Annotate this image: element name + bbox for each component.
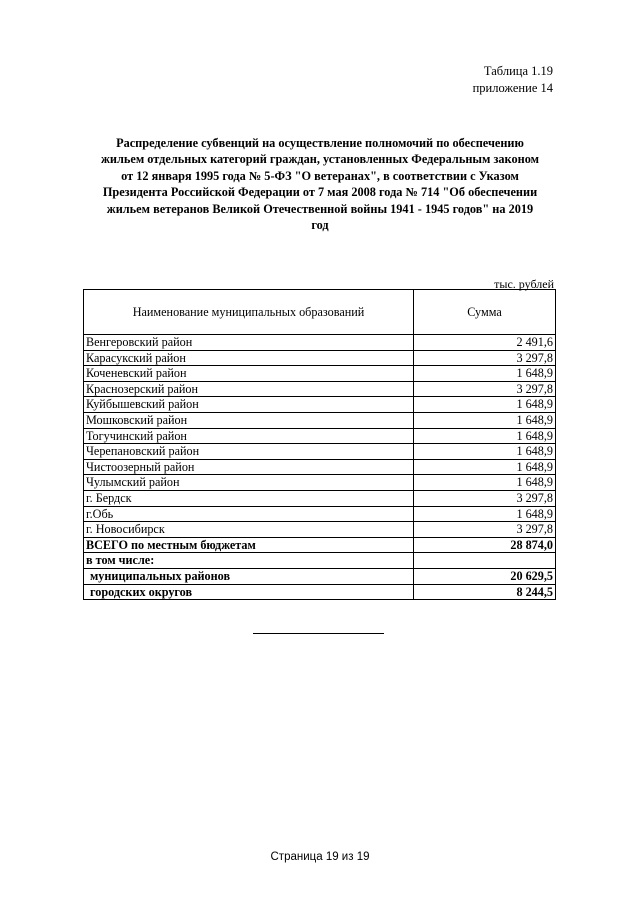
including-row: [84, 553, 556, 569]
title-line: год: [311, 218, 329, 233]
including-label: в том числе:: [84, 553, 414, 569]
amount-cell: 1 648,9: [414, 412, 556, 428]
municipality-name: Венгеровский район: [84, 335, 414, 351]
subtotal-row: [84, 568, 556, 584]
title-line: Распределение субвенций на осуществление полномочий по обеспечению: [116, 136, 524, 150]
table-row: [84, 444, 556, 460]
table-row: [84, 506, 556, 522]
amount-cell: 1 648,9: [414, 506, 556, 522]
subsidy-table: [83, 289, 556, 600]
table-row: [84, 397, 556, 413]
document-title: [82, 135, 558, 233]
amount-cell: 3 297,8: [414, 381, 556, 397]
total-row: [84, 537, 556, 553]
separator-line: [253, 633, 384, 634]
table-row: [84, 428, 556, 444]
including-amount: [414, 553, 556, 569]
municipality-name: Краснозерский район: [84, 381, 414, 397]
amount-cell: 1 648,9: [414, 444, 556, 460]
municipality-name: г. Бердск: [84, 490, 414, 506]
municipality-name: г. Новосибирск: [84, 522, 414, 538]
amount-cell: 3 297,8: [414, 490, 556, 506]
subtotal-row: [84, 584, 556, 600]
table-row: [84, 475, 556, 491]
page-number-footer: Страница 19 из 19: [270, 851, 370, 863]
appendix-label: приложение 14: [472, 81, 553, 95]
amount-cell: 1 648,9: [414, 428, 556, 444]
amount-cell: 2 491,6: [414, 335, 556, 351]
subtotal-amount: 20 629,5: [414, 568, 556, 584]
amount-cell: 1 648,9: [414, 459, 556, 475]
table-row: [84, 522, 556, 538]
column-header-name: Наименование муниципальных образований: [84, 290, 414, 335]
municipality-name: Чистоозерный район: [84, 459, 414, 475]
amount-cell: 1 648,9: [414, 366, 556, 382]
municipality-name: Чулымский район: [84, 475, 414, 491]
title-line: Президента Российской Федерации от 7 мая 2008 года № 714 "Об обеспечении: [102, 185, 538, 200]
total-label: ВСЕГО по местным бюджетам: [84, 537, 414, 553]
table-row: [84, 490, 556, 506]
column-header-amount: Сумма: [414, 290, 556, 335]
title-line: от 12 января 1995 года № 5-ФЗ "О ветеранах", в соответствии с Указом: [121, 168, 519, 183]
table-number: Таблица 1.19: [483, 64, 553, 78]
title-line: жильем ветеранов Великой Отечественной войны 1941 - 1945 годов" на 2019: [106, 201, 534, 216]
total-amount: 28 874,0: [414, 537, 556, 553]
amount-cell: 1 648,9: [414, 397, 556, 413]
municipality-name: Мошковский район: [84, 412, 414, 428]
table-row: [84, 381, 556, 397]
title-line: жильем отдельных категорий граждан, установленных Федеральным законом: [100, 152, 540, 167]
amount-cell: 1 648,9: [414, 475, 556, 491]
municipality-name: Черепановский район: [84, 444, 414, 460]
subtotal-label: городских округов: [84, 584, 414, 600]
table-header-row: [84, 290, 556, 335]
table-row: [84, 459, 556, 475]
subtotal-label: муниципальных районов: [84, 568, 414, 584]
amount-cell: 3 297,8: [414, 350, 556, 366]
table-row: [84, 412, 556, 428]
table-row: [84, 335, 556, 351]
amount-cell: 3 297,8: [414, 522, 556, 538]
municipality-name: Тогучинский район: [84, 428, 414, 444]
municipality-name: Куйбышевский район: [84, 397, 414, 413]
municipality-name: г.Обь: [84, 506, 414, 522]
municipality-name: Коченевский район: [84, 366, 414, 382]
municipality-name: Карасукский район: [84, 350, 414, 366]
subtotal-amount: 8 244,5: [414, 584, 556, 600]
units-label: тыс. рублей: [494, 277, 554, 291]
table-row: [84, 366, 556, 382]
table-row: [84, 350, 556, 366]
